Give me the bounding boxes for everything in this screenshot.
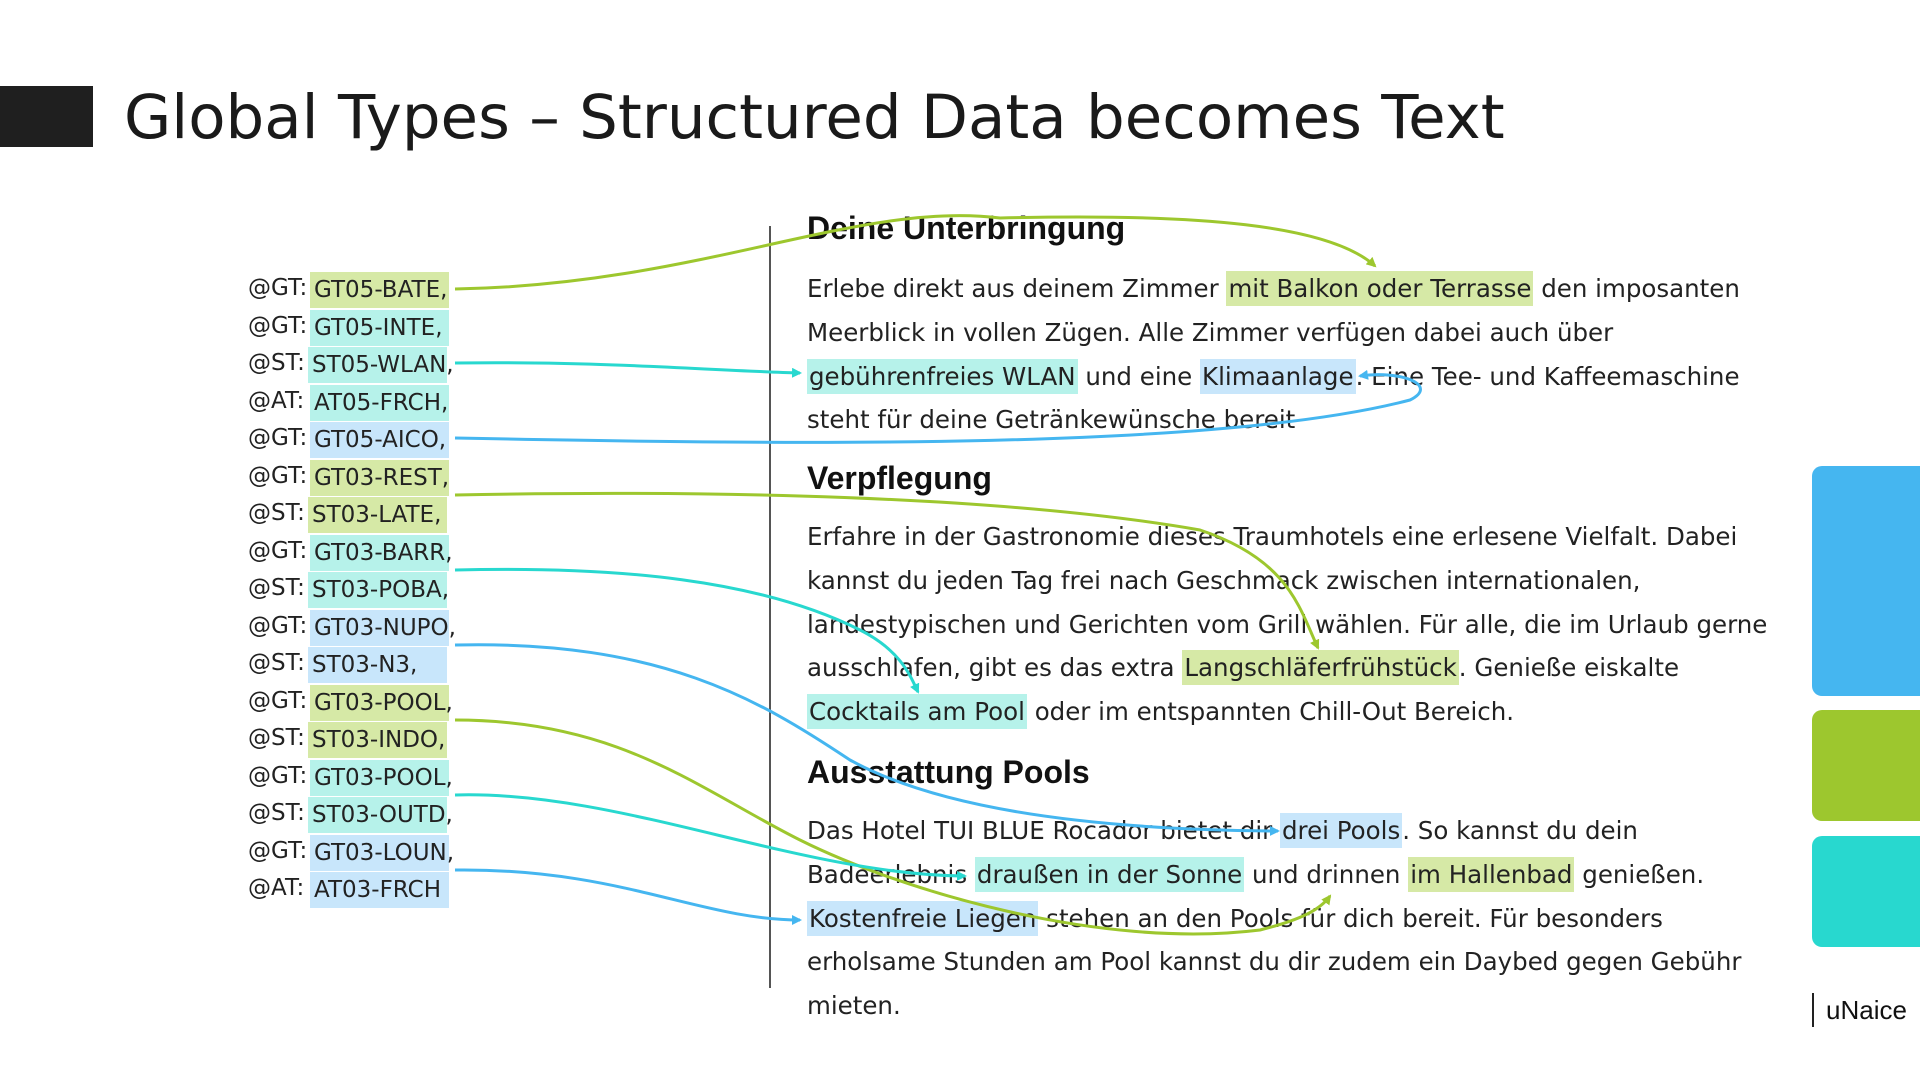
code-value: GT03-REST, (310, 460, 449, 496)
text-segment: mieten. (807, 991, 901, 1021)
code-prefix: @AT: (248, 387, 305, 414)
code-value: GT03-BARR, (310, 535, 449, 571)
code-value: GT03-LOUN, (310, 835, 449, 871)
text-segment: landestypischen und Gerichten vom Grill wählen. Für alle, die im Urlaub gerne (807, 609, 1768, 639)
code-prefix: @GT: (248, 425, 308, 451)
code-prefix: @GT: (248, 687, 308, 714)
code-prefix: @ST: (248, 575, 305, 601)
text-segment: Meerblick in vollen Zügen. Alle Zimmer verfügen dabei auch über (807, 317, 1614, 347)
code-prefix: @ST: (248, 650, 305, 676)
code-prefix: @ST: (248, 800, 305, 826)
arrow-hallenbad (455, 720, 1330, 934)
code-prefix: @ST: (248, 500, 305, 526)
code-prefix: @GT: (248, 462, 308, 489)
text-segment: . So kannst du dein (1402, 816, 1638, 845)
highlighted-phrase: Klimaanlage (1200, 359, 1356, 394)
code-value: ST03-POBA, (308, 572, 447, 608)
arrow-balkon (455, 216, 1375, 289)
text-segment: . Genieße eiskalte (1458, 653, 1680, 683)
highlighted-phrase: gebührenfreies WLAN (807, 359, 1078, 394)
highlighted-phrase: draußen in der Sonne (975, 857, 1244, 892)
text-segment: Badeerlebnis (807, 859, 975, 889)
slide-title: Global Types – Structured Data becomes Text (124, 82, 1505, 153)
text-segment: und eine (1077, 361, 1201, 391)
arrow-drei-pools (455, 645, 1278, 831)
code-prefix: @GT: (248, 312, 308, 339)
code-value: AT05-FRCH, (310, 385, 449, 421)
text-segment: steht für deine Getränkewünsche bereit (807, 405, 1296, 435)
code-value: ST05-WLAN, (308, 347, 447, 383)
highlighted-phrase: Langschläferfrühstück (1182, 650, 1458, 685)
text-segment: erholsame Stunden am Pool kannst du dir zudem ein Daybed gegen Gebühr (807, 947, 1742, 977)
arrow-wlan (455, 363, 800, 373)
code-value: GT03-NUPO, (310, 610, 449, 646)
arrow-klimaanlage (455, 375, 1420, 443)
code-value: ST03-LATE, (308, 497, 447, 533)
text-segment: . Eine Tee- und Kaffeemaschine (1355, 361, 1740, 391)
code-value: GT05-INTE, (310, 310, 449, 346)
highlighted-phrase: drei Pools (1280, 813, 1402, 848)
highlighted-phrase: Kostenfreie Liegen (807, 901, 1038, 936)
brand-logo-text: uNaice (1826, 995, 1907, 1025)
section-heading: Verpflegung (807, 460, 992, 496)
text-segment: stehen an den Pools für dich bereit. Für besonders (1038, 903, 1663, 933)
code-value: GT03-POOL, (310, 760, 449, 796)
highlighted-phrase: im Hallenbad (1408, 857, 1574, 892)
text-segment: kannst du jeden Tag frei nach Geschmack zwischen internationalen, (807, 565, 1641, 595)
arrow-draussen (455, 795, 965, 876)
text-segment: und drinnen (1244, 859, 1409, 889)
code-value: GT05-BATE, (310, 272, 449, 308)
code-prefix: @ST: (248, 725, 305, 751)
text-segment: ausschlafen, gibt es das extra (807, 653, 1183, 683)
code-prefix: @GT: (248, 612, 308, 639)
code-value: ST03-N3, (308, 647, 447, 683)
highlighted-phrase: mit Balkon oder Terrasse (1226, 271, 1533, 306)
text-segment: oder im entspannten Chill-Out Bereich. (1026, 697, 1515, 727)
section-heading: Ausstattung Pools (807, 754, 1090, 790)
text-segment: Erfahre in der Gastronomie dieses Traumhotels eine erlesene Vielfalt. Dabei (807, 522, 1738, 551)
code-prefix: @GT: (248, 762, 308, 789)
code-value: GT05-AICO, (310, 422, 449, 458)
code-prefix: @ST: (248, 350, 305, 376)
code-prefix: @GT: (248, 275, 308, 301)
highlighted-phrase: Cocktails am Pool (807, 694, 1027, 729)
code-prefix: @GT: (248, 837, 308, 864)
code-value: ST03-OUTD, (308, 797, 447, 833)
code-value: GT03-POOL, (310, 685, 449, 721)
code-prefix: @GT: (248, 537, 308, 564)
arrow-liegen (455, 870, 800, 920)
text-segment: Das Hotel TUI BLUE Rocador bietet dir (807, 816, 1280, 845)
text-segment: Erlebe direkt aus deinem Zimmer (807, 274, 1227, 303)
section-heading: Deine Unterbringung (807, 210, 1126, 246)
text-segment: den imposanten (1533, 274, 1740, 303)
code-value: AT03-FRCH (310, 872, 449, 908)
code-prefix: @AT: (248, 875, 305, 901)
text-segment: genießen. (1574, 859, 1705, 889)
code-value: ST03-INDO, (308, 722, 447, 758)
